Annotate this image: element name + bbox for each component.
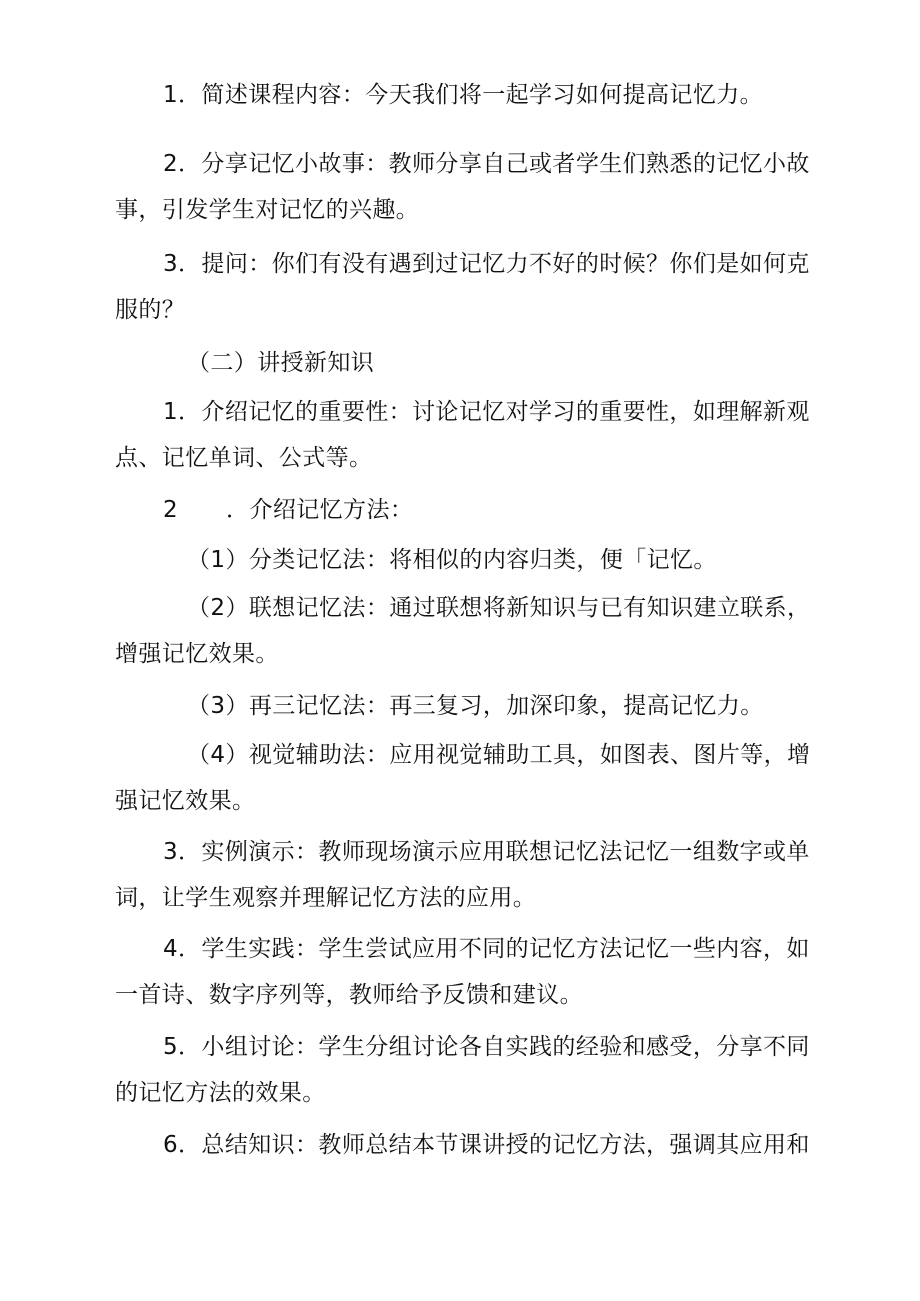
text-line (115, 487, 835, 533)
paragraph-memory-methods (115, 487, 835, 533)
text-line: 5．小组讨论：学生分组讨论各自实践的经验和感受，分享不同 (163, 1034, 810, 1060)
text-line: 的记忆方法的效果。 (115, 1080, 326, 1106)
paragraph-importance-of-memory (115, 389, 835, 481)
text-line: （二）讲授新知识 (187, 350, 375, 376)
text-line: 4．学生实践：学生尝试应用不同的记忆方法记忆一些内容，如 (163, 936, 810, 962)
text-line: 2．分享记忆小故事：教师分享自己或者学生们熟悉的记忆小故 (163, 151, 810, 177)
paragraph-group-discussion (115, 1024, 835, 1116)
section-heading-new-knowledge (115, 340, 835, 386)
paragraph-summary (115, 1122, 835, 1168)
text-line: （2）联想记忆法：通过联想将新知识与已有知识建立联系， (187, 595, 811, 621)
paragraph-method-visual-aid (115, 732, 835, 824)
paragraph-course-overview (115, 72, 835, 118)
paragraph-demonstration (115, 829, 835, 921)
text-line: 1．简述课程内容：今天我们将一起学习如何提高记忆力。 (163, 82, 764, 108)
paragraph-method-repetition (115, 683, 835, 729)
list-number: 2 (163, 497, 179, 523)
text-line: （4）视觉辅助法：应用视觉辅助工具，如图表、图片等，增 (187, 742, 811, 768)
text-line: 服的？ (115, 297, 186, 323)
paragraph-question (115, 241, 835, 333)
text-line: 1．介绍记忆的重要性：讨论记忆对学习的重要性，如理解新观 (163, 399, 810, 425)
text-line: 事，引发学生对记忆的兴趣。 (115, 197, 420, 223)
text-line: 增强记忆效果。 (115, 641, 279, 667)
text-line: 词，让学生观察并理解记忆方法的应用。 (115, 885, 537, 911)
text-line: 点、记忆单词、公式等。 (115, 445, 373, 471)
text-line: （3）再三记忆法：再三复习，加深印象，提高记忆力。 (187, 693, 764, 719)
text-line: （1）分类记忆法：将相似的内容归类，便「记忆。 (187, 547, 717, 573)
paragraph-memory-story (115, 141, 835, 233)
text-line: 6．总结知识：教师总结本节课讲授的记忆方法，强调其应用和 (163, 1132, 810, 1158)
text-line: 一首诗、数字序列等，教师给予反馈和建议。 (115, 982, 583, 1008)
paragraph-method-classification (115, 537, 835, 583)
paragraph-method-association (115, 585, 835, 677)
list-text: ．介绍记忆方法： (226, 497, 414, 523)
paragraph-student-practice (115, 926, 835, 1018)
text-line: 3．实例演示：教师现场演示应用联想记忆法记忆一组数字或单 (163, 839, 810, 865)
text-line: 强记忆效果。 (115, 788, 256, 814)
text-line: 3．提问：你们有没有遇到过记忆力不好的时候？你们是如何克 (163, 251, 810, 277)
